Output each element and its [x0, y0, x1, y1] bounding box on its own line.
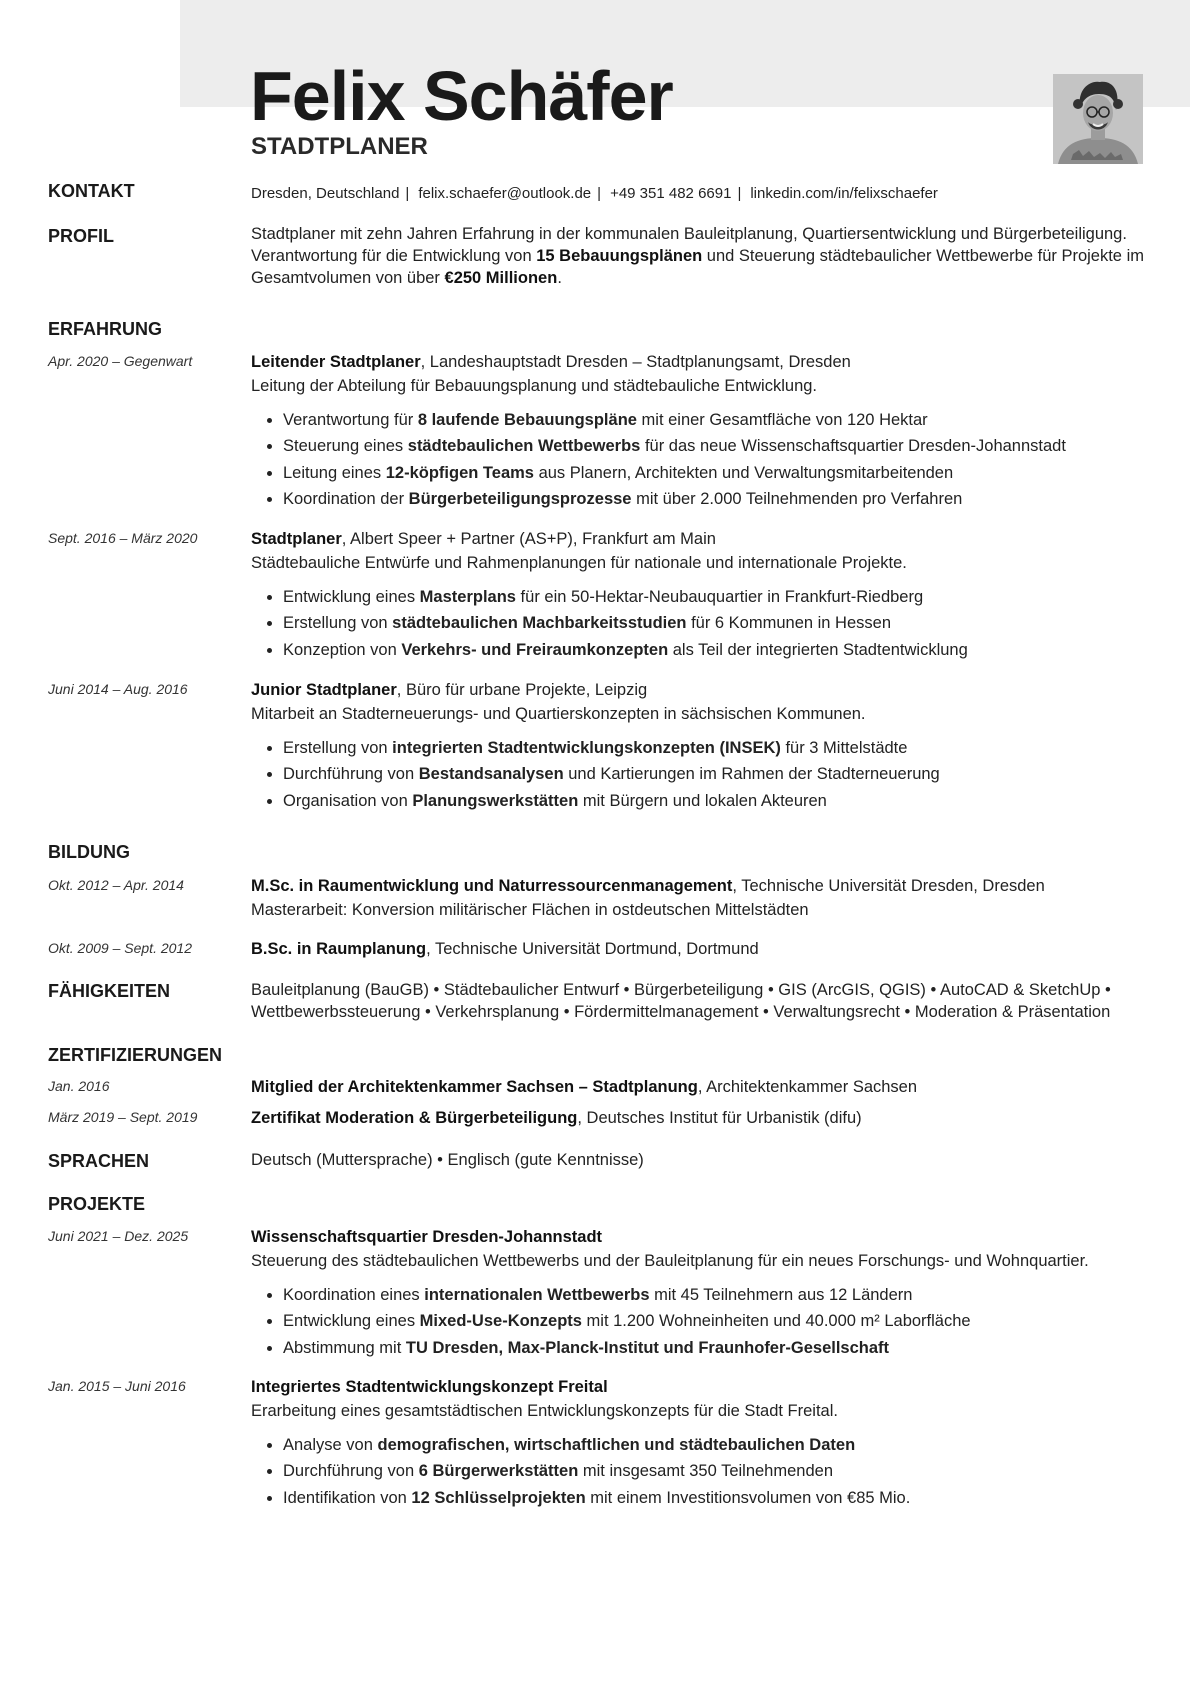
- skills-line: Bauleitplanung (BauGB) • Städtebaulicher Entwurf • Bürgerbeteiligung • GIS (ArcGIS, QGIS) • AutoCAD & SketchUp •: [251, 981, 1111, 999]
- list-item: • Durchführung von 6 Bürgerwerkstätten mit insgesamt 350 Teilnehmenden: [283, 1458, 1183, 1484]
- list-item: • Analyse von demografischen, wirtschaftlichen und städtebaulichen Daten: [283, 1432, 1183, 1458]
- profile-text: Stadtplaner mit zehn Jahren Erfahrung in der kommunalen Bauleitplanung, Quartiersentwicklung und Bürgerbeteiligung. Verantwortung für die Entwicklung von 15 Bebauungsplänen und Steuerung städtebaulicher Wettbewerbe für Projekte im Gesamtvolumen von über €250 Millionen.: [251, 225, 1144, 287]
- candidate-name: Felix Schäfer: [250, 57, 673, 135]
- project-title: Integriertes Stadtentwicklungskonzept Freital: [251, 1378, 608, 1396]
- job-description: Städtebauliche Entwürfe und Rahmenplanungen für nationale und internationale Projekte.: [251, 554, 907, 572]
- section-heading-certifications: ZERTIFIZIERUNGEN: [48, 1045, 222, 1065]
- certification-item: Zertifikat Moderation & Bürgerbeteiligung, Deutsches Institut für Urbanistik (difu): [251, 1109, 862, 1127]
- job-bullets: [251, 584, 1183, 663]
- contact-phone[interactable]: +49 351 482 6691: [610, 185, 732, 202]
- job-date: Apr. 2020 – Gegenwart: [48, 353, 193, 369]
- list-item: • Leitung eines 12-köpfigen Teams aus Planern, Architekten und Verwaltungsmitarbeitenden: [283, 460, 1183, 486]
- list-item: • Konzeption von Verkehrs- und Freiraumkonzepten als Teil der integrierten Stadtentwicklung: [283, 637, 1183, 663]
- section-heading-profile: PROFIL: [48, 226, 114, 246]
- job-heading: Stadtplaner, Albert Speer + Partner (AS+P), Frankfurt am Main: [251, 530, 716, 548]
- list-item: • Entwicklung eines Mixed-Use-Konzepts mit 1.200 Wohneinheiten und 40.000 m² Laborfläche: [283, 1308, 1183, 1334]
- project-bullets: [251, 1432, 1183, 1511]
- list-item: • Entwicklung eines Masterplans für ein 50-Hektar-Neubauquartier in Frankfurt-Riedberg: [283, 584, 1183, 610]
- list-item: • Verantwortung für 8 laufende Bebauungspläne mit einer Gesamtfläche von 120 Hektar: [283, 407, 1183, 433]
- section-heading-projects: PROJEKTE: [48, 1194, 146, 1214]
- certification-item: Mitglied der Architektenkammer Sachsen – Stadtplanung, Architektenkammer Sachsen: [251, 1078, 918, 1096]
- job-description: Mitarbeit an Stadterneuerungs- und Quartierskonzepten in sächsischen Kommunen.: [251, 705, 866, 723]
- list-item: • Durchführung von Bestandsanalysen und Kartierungen im Rahmen der Stadterneuerung: [283, 761, 1183, 787]
- section-heading-languages: SPRACHEN: [48, 1151, 150, 1171]
- project-bullets: [251, 1282, 1183, 1361]
- education-heading: B.Sc. in Raumplanung, Technische Universität Dortmund, Dortmund: [251, 940, 759, 958]
- contact-line: [251, 183, 1151, 205]
- education-date: Okt. 2012 – Apr. 2014: [48, 877, 184, 893]
- job-bullets: [251, 407, 1183, 512]
- list-item: • Organisation von Planungswerkstätten mit Bürgern und lokalen Akteuren: [283, 788, 1183, 814]
- project-title: Wissenschaftsquartier Dresden-Johannstadt: [251, 1228, 603, 1246]
- certification-date: Jan. 2016: [48, 1078, 110, 1094]
- job-date: Juni 2014 – Aug. 2016: [48, 681, 188, 697]
- section-heading-education: BILDUNG: [48, 842, 130, 862]
- contact-separator: |: [737, 185, 742, 202]
- section-heading-contact: KONTAKT: [48, 181, 135, 201]
- profile-photo: [1053, 74, 1143, 164]
- contact-linkedin[interactable]: linkedin.com/in/felixschaefer: [750, 185, 938, 202]
- contact-email[interactable]: felix.schaefer@outlook.de: [418, 185, 592, 202]
- languages-text: Deutsch (Muttersprache) • Englisch (gute Kenntnisse): [251, 1151, 644, 1169]
- contact-separator: |: [405, 185, 410, 202]
- job-heading: Leitender Stadtplaner, Landeshauptstadt Dresden – Stadtplanungsamt, Dresden: [251, 353, 851, 371]
- project-description: Steuerung des städtebaulichen Wettbewerbs und der Bauleitplanung für ein neues Forschungs- und Wohnquartier.: [251, 1252, 1089, 1270]
- project-date: Juni 2021 – Dez. 2025: [48, 1228, 189, 1244]
- project-description: Erarbeitung eines gesamtstädtischen Entwicklungskonzepts für die Stadt Freital.: [251, 1402, 838, 1420]
- job-description: Leitung der Abteilung für Bebauungsplanung und städtebauliche Entwicklung.: [251, 377, 818, 395]
- skills-line: Wettbewerbssteuerung • Verkehrsplanung • Fördermittelmanagement • Verwaltungsrecht • Moderation & Präsentation: [251, 1003, 1111, 1021]
- certification-date: März 2019 – Sept. 2019: [48, 1109, 198, 1125]
- section-heading-experience: ERFAHRUNG: [48, 319, 163, 339]
- list-item: • Abstimmung mit TU Dresden, Max-Planck-Institut und Fraunhofer-Gesellschaft: [283, 1335, 1183, 1361]
- education-date: Okt. 2009 – Sept. 2012: [48, 940, 192, 956]
- list-item: • Erstellung von städtebaulichen Machbarkeitsstudien für 6 Kommunen in Hessen: [283, 610, 1183, 636]
- education-note: Masterarbeit: Konversion militärischer Flächen in ostdeutschen Mittelstädten: [251, 901, 809, 919]
- job-title: STADTPLANER: [251, 133, 428, 160]
- job-heading: Junior Stadtplaner, Büro für urbane Projekte, Leipzig: [251, 681, 648, 699]
- contact-location: Dresden, Deutschland: [251, 185, 400, 202]
- list-item: • Erstellung von integrierten Stadtentwicklungskonzepten (INSEK) für 3 Mittelstädte: [283, 735, 1183, 761]
- contact-separator: |: [597, 185, 602, 202]
- list-item: • Koordination eines internationalen Wettbewerbs mit 45 Teilnehmern aus 12 Ländern: [283, 1282, 1183, 1308]
- job-date: Sept. 2016 – März 2020: [48, 530, 198, 546]
- project-date: Jan. 2015 – Juni 2016: [48, 1378, 186, 1394]
- section-heading-skills: FÄHIGKEITEN: [48, 981, 171, 1001]
- list-item: • Identifikation von 12 Schlüsselprojekten mit einem Investitionsvolumen von €85 Mio.: [283, 1485, 1183, 1511]
- list-item: • Koordination der Bürgerbeteiligungsprozesse mit über 2.000 Teilnehmenden pro Verfahren: [283, 486, 1183, 512]
- job-bullets: [251, 735, 1183, 814]
- education-heading: M.Sc. in Raumentwicklung und Naturressourcenmanagement, Technische Universität Dresden, Dresden: [251, 877, 1045, 895]
- list-item: • Steuerung eines städtebaulichen Wettbewerbs für das neue Wissenschaftsquartier Dresden-Johannstadt: [283, 433, 1183, 459]
